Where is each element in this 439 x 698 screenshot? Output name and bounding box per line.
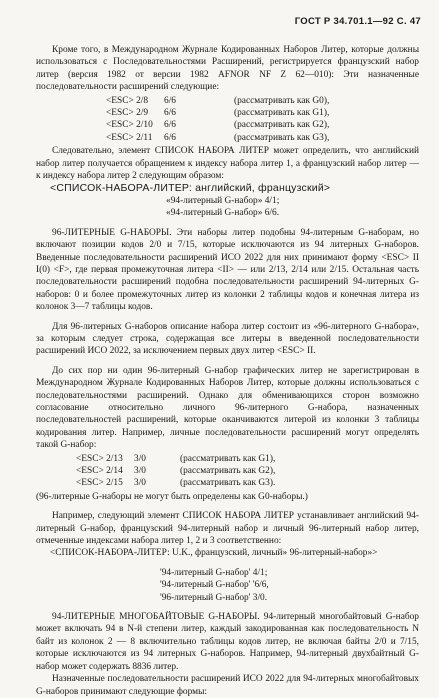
esc-final: 3/0: [134, 466, 146, 476]
table-row: [76, 477, 275, 489]
esc-final: 3/0: [134, 478, 146, 489]
paragraph-3: 96-ЛИТЕРНЫЕ G-НАБОРЫ. Эти наборы литер подобны 94-литерным G-наборам, но включают позиции кодов 2/0 и 7/15, которые исключаются из 94 литерных G-наборов. Введенные последовательности расширений ИСО 2022 для них принимают форму <ESC> II I(0) <F>, где первая промежуточная литера <II> — или 2/13, 2/14 или 2/15. Остальная часть последовательности расширений подобна последовательности расширений 94-литерных G-наборов: 0 и более промежуточных литер из колонки 2 таблицы кодов и конечная литера из колонок 3—7 таблицы кодов.: [36, 227, 419, 313]
paragraph-7: Например, следующий элемент СПИСОК НАБОРА ЛИТЕР устанавливает английский 94-литерный G-набор, французский 94-литерный набор и личный 96-литерный набор литер, отмеченные индексами набора литер 1, 2 и 3 соответственно:: [36, 511, 419, 547]
escape-sequence-table-1: [106, 95, 329, 145]
esc-final: 6/6: [164, 95, 176, 106]
esc-final: 6/6: [164, 132, 176, 143]
document-body: [36, 44, 419, 698]
page-header: ГОСТ Р 34.701.1—92 С. 47: [294, 16, 421, 27]
esc-note: (рассматривать как G1),: [234, 108, 330, 119]
esc-note: (рассматривать как G1),: [180, 453, 276, 464]
esc-code: <ESC> 2/9: [106, 108, 149, 119]
esc-final: 3/0: [134, 453, 146, 464]
esc-code: <ESC> 2/11: [106, 132, 153, 143]
list-item: '94-литерный G-набор' 4/1;: [160, 567, 268, 578]
esc-code: <ESC> 2/13: [76, 453, 123, 464]
esc-note: (рассматривать как G2),: [234, 120, 330, 131]
paragraph-2: Следовательно, элемент СПИСОК НАБОРА ЛИТЕР может определить, что английский набор литер получается обращением к индексу набора литер 1, а французский набор литер — к индексу набора литер 2 следующим образом:: [36, 146, 419, 182]
charset-list-items-2: [160, 567, 419, 604]
table-row: [76, 453, 275, 465]
paragraph-4: Для 96-литерных G-наборов описание набора литер состоит из «96-литерного G-набора», за которым следует строка, содержащая все литеры в введенной последовательности расширений ИСО 2022, за исключением первых двух литер <ESC> II.: [36, 321, 419, 357]
paragraph-6: (96-литерные G-наборы не могут быть определены как G0-наборы.): [36, 491, 308, 502]
esc-final: 6/6: [164, 108, 176, 119]
esc-code: <ESC> 2/15: [76, 478, 123, 489]
table-row: [106, 132, 329, 144]
list-item: '96-литерный G-набор' 3/0.: [160, 592, 268, 603]
paragraph-8: 94-ЛИТЕРНЫЕ МНОГОБАЙТОВЫЕ G-НАБОРЫ. 94-литерный многобайтовый G-набор может включать 94 в N-й степени литер, каждый закодированная как последовательность N байт из колонок 2 — 8 включительно таблицы кодов литер, не включая байты 2/0 и 7/15, которые исключаются из 94 литерных G-наборов. Например, 94-литерный двухбайтный G-набор может содержать 8836 литер.: [36, 612, 419, 672]
esc-final: 6/6: [164, 120, 176, 131]
list-item: «94-литерный G-набор» 6/6.: [166, 208, 280, 219]
list-item: «94-литерный G-набор» 4/1;: [166, 195, 280, 206]
esc-note: (рассматривать как G0),: [234, 95, 330, 106]
escape-sequence-table-2: [76, 453, 275, 490]
table-row: [106, 107, 329, 119]
table-row: [106, 95, 329, 107]
esc-code: <ESC> 2/14: [76, 466, 123, 476]
esc-note: (рассматривать как G3),: [234, 132, 330, 143]
paragraph-9: Назначенные последовательности расширений ИСО 2022 для 94-литерных многобайтовых G-наборов принимают следующие формы:: [36, 674, 419, 697]
charset-list-line-1: <СПИСОК-НАБОРА-ЛИТЕР: английский, французский>: [50, 182, 331, 195]
table-row: [106, 119, 329, 131]
list-item: '94-литерный G-набор' '6/6,: [160, 580, 269, 591]
esc-code: <ESC> 2/8: [106, 95, 149, 106]
charset-list-items-1: [166, 195, 419, 220]
table-row: [76, 465, 275, 477]
paragraph-1: Кроме того, в Международном Журнале Кодированных Наборов Литер, которые должны использоваться с Последовательностями Расширений, регистрируется французский набор литер (версия 1982 от версии 1982 AFNOR NF Z 62—010): Эти назначенные последовательности расширений следующие:: [36, 45, 419, 93]
esc-note: (рассматривать как G2),: [180, 466, 276, 476]
paragraph-5: До сих пор ни один 96-литерный G-набор графических литер не зарегистрирован в Международном Журнале Кодированных Наборов Литер, которые должны использоваться с последовательностями расширений. Однако для обменивающихся сторон возможно согласование относительно личного 96-литерного G-набора, назначенных последовательностей расширений, которые оканчиваются литерой из колонки 3 таблицы кодирования литер. Например, личные последовательности расширений могут определять такой G-набор:: [36, 365, 419, 451]
charset-list-line-2: <СПИСОК-НАБОРА-ЛИТЕР: U.K., французский, личный» 96-литерный-набор»>: [50, 548, 378, 559]
esc-code: <ESC> 2/10: [106, 120, 153, 131]
esc-note: (рассматривать как G3).: [180, 478, 276, 489]
